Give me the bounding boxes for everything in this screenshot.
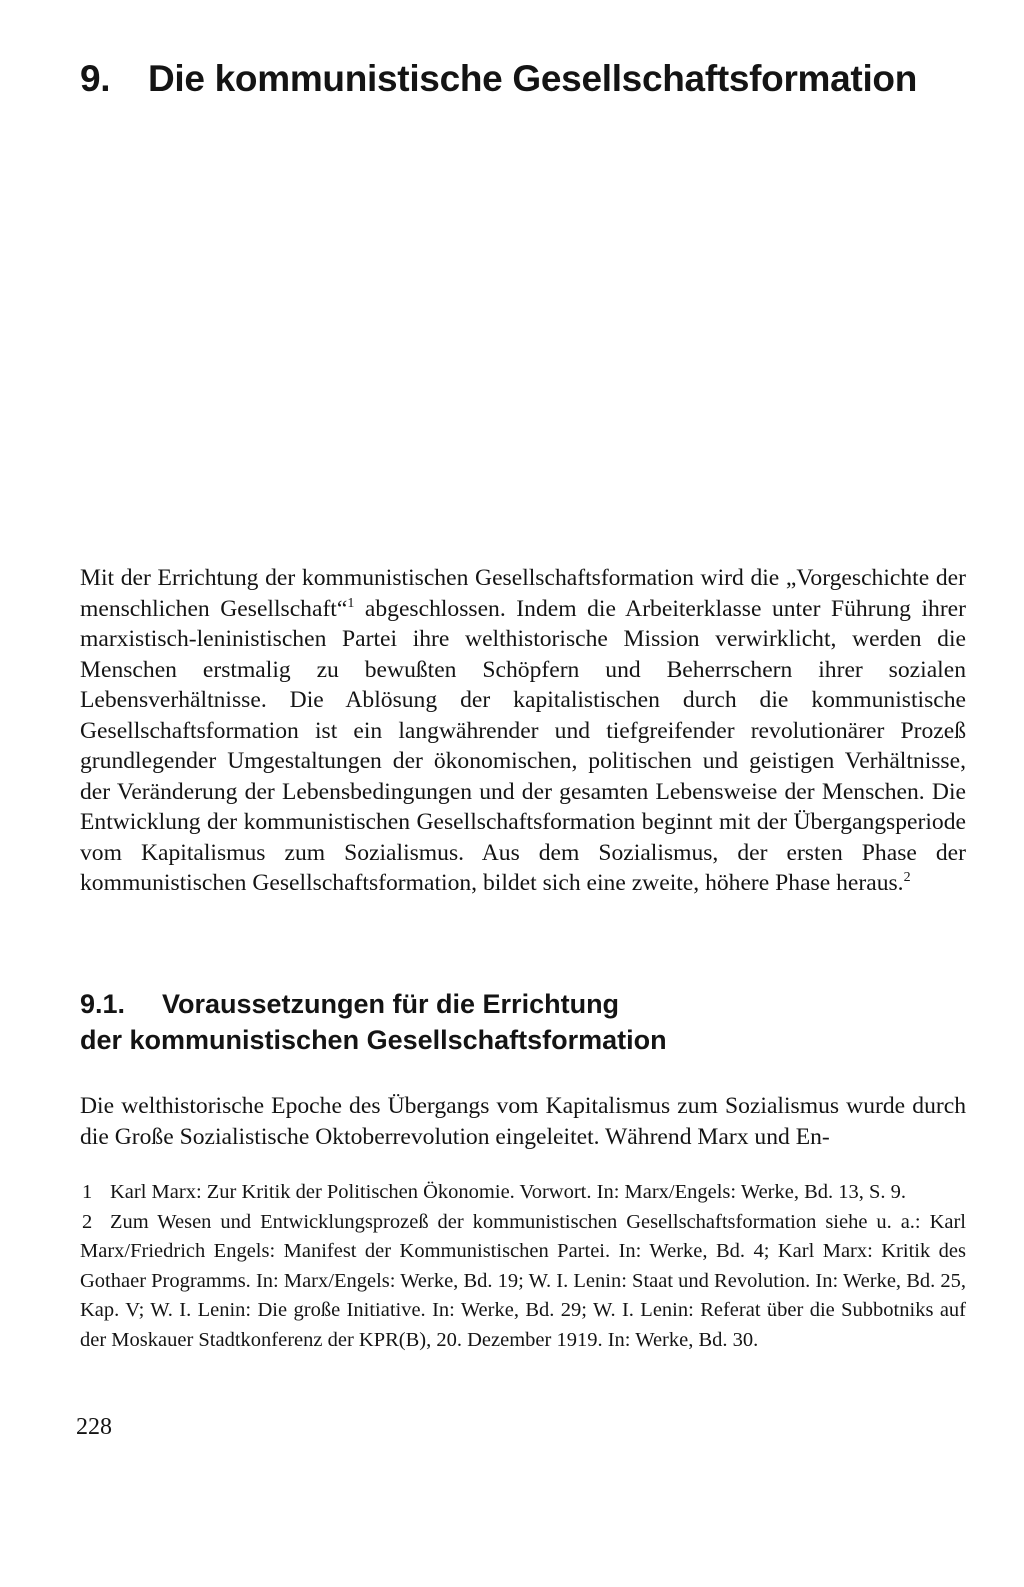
footnote-ref-1: 1 [347, 595, 355, 611]
footnote-ref-2: 2 [903, 870, 911, 886]
footnotes [80, 1178, 966, 1355]
chapter-number: 9. [80, 58, 111, 99]
intro-text-part1: Mit der Errichtung der kommunistischen Gesellschaftsformation wird die „Vorgeschichte der menschlichen Gesellschaft“ [80, 565, 966, 622]
section-title-line2: der kommunistischen Gesellschaftsformation [80, 1025, 667, 1055]
chapter-title-text: Die kommunistische Gesellschaftsformation [148, 58, 918, 99]
footnote-text: Karl Marx: Zur Kritik der Politischen Ökonomie. Vorwort. In: Marx/Engels: Werke, Bd. 13, S. 9. [110, 1181, 907, 1203]
footnote-2 [80, 1208, 966, 1356]
chapter-title [80, 58, 917, 100]
page-number: 228 [76, 1414, 112, 1440]
footnote-1 [80, 1178, 966, 1208]
section-paragraph: Die welthistorische Epoche des Übergangs vom Kapitalismus zum Sozialismus wurde durch die Große Sozialistische Oktoberrevolution eingeleitet. Während Marx und En- [80, 1093, 966, 1150]
section-title-line1: Voraussetzungen für die Errichtung [162, 989, 620, 1019]
section-number: 9.1. [80, 989, 126, 1019]
section-heading [80, 986, 667, 1058]
footnote-number: 2 [82, 1210, 93, 1233]
footnote-text: Zum Wesen und Entwicklungsprozeß der kommunistischen Gesellschaftsformation siehe u. a.: Karl Marx/Friedrich Engels: Manifest der Kommunistischen Partei. In: Werke, Bd. 4; Karl Marx: Kritik des Gothaer Programms. In: Marx/Engels: Werke, Bd. 19; W. I. Lenin: Staat und Revolution. In: Werke, Bd. 25, Kap. V; W. I. Lenin: Die große Initiative. In: Werke, Bd. 29; W. I. Lenin: Referat über die Subbotniks auf der Moskauer Stadtkonferenz der KPR(B), 20. Dezember 1919. In: Werke, Bd. 30. [80, 1210, 966, 1351]
footnote-number: 1 [82, 1181, 93, 1203]
intro-paragraph [80, 563, 966, 899]
intro-text-part2: abgeschlossen. Indem die Arbeiterklasse unter Führung ihrer marxistisch-leninistischen Partei ihre welthistorische Mission verwirklicht, werden die Menschen erstmalig zu bewußten Schöpfern und Beherrschern ihrer sozialen Lebensverhältnisse. Die Ablösung der kapitalistischen durch die kommunistische Gesellschaftsformation ist ein langwährender und tiefgreifender revolutionärer Prozeß grundlegender Umgestaltungen der ökonomischen, politischen und geistigen Verhältnisse, der Veränderung der Lebensbedingungen und der gesamten Lebensweise der Menschen. Die Entwicklung der kommunistischen Gesellschaftsformation beginnt mit der Übergangsperiode vom Kapitalismus zum Sozialismus. Aus dem Sozialismus, der ersten Phase der kommunistischen Gesellschaftsformation, bildet sich eine zweite, höhere Phase heraus. [80, 595, 966, 896]
